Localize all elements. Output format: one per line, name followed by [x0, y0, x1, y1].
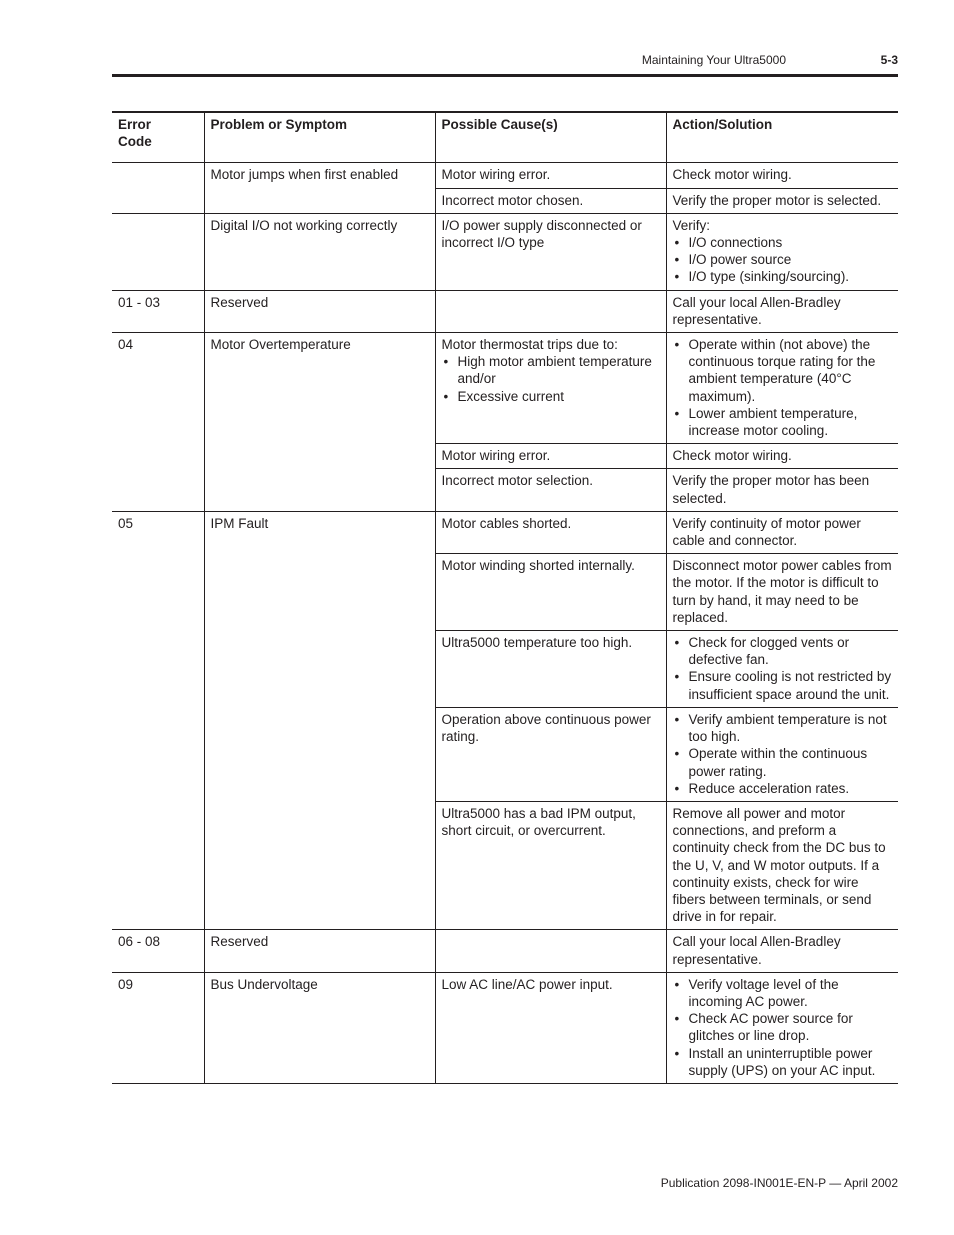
publication-footer: Publication 2098-IN001E-EN-P — April 2002 [660, 1176, 898, 1190]
action-cell: Check motor wiring. [666, 163, 898, 188]
bullet-item: • Check AC power source for glitches or line drop. [673, 1010, 893, 1044]
action-cell [666, 631, 898, 708]
bullet-item: • Verify voltage level of the incoming AC power. [673, 976, 893, 1010]
cause-cell: Operation above continuous power rating. [435, 707, 666, 801]
running-title: Maintaining Your Ultra5000 [641, 53, 786, 67]
action-cell: Verify the proper motor has been selected. [666, 469, 898, 511]
action-intro: Verify: [672, 217, 711, 233]
cause-cell: Incorrect motor selection. [435, 469, 666, 511]
bullet-item: • Verify ambient temperature is not too high. [673, 711, 893, 745]
error-code-cell: 04 [112, 333, 204, 512]
error-code-cell [112, 213, 204, 290]
bullet-item: • I/O type (sinking/sourcing). [673, 268, 893, 285]
bullet-item: • Ensure cooling is not restricted by insufficient space around the unit. [673, 668, 893, 702]
column-header-problem: Problem or Symptom [204, 112, 435, 163]
bullet-item: • Install an uninterruptible power supply (UPS) on your AC input. [673, 1045, 893, 1079]
action-bullet-list [673, 634, 893, 703]
bullet-item: • I/O connections [673, 234, 893, 251]
troubleshooting-table [112, 111, 898, 1084]
table-header-row [112, 112, 898, 163]
table-row [112, 333, 898, 444]
error-code-cell: 06 - 08 [112, 930, 204, 972]
cause-cell: Motor winding shorted internally. [435, 554, 666, 631]
column-header-error-code: Error Code [112, 112, 204, 163]
problem-cell: Digital I/O not working correctly [204, 213, 435, 290]
cause-bullet-list [442, 353, 660, 405]
bullet-item: • Excessive current [442, 388, 660, 405]
problem-cell: Reserved [204, 930, 435, 972]
bullet-item: • Operate within (not above) the continuous torque rating for the ambient temperature (40°C maximum). [673, 336, 893, 405]
cause-cell: Motor wiring error. [435, 163, 666, 188]
action-bullet-list [673, 234, 893, 286]
cause-intro: Motor thermostat trips due to: [441, 337, 618, 353]
cause-cell [435, 930, 666, 972]
page-header [112, 50, 898, 70]
cause-cell: I/O power supply disconnected or incorrect I/O type [435, 213, 666, 290]
cause-cell: Low AC line/AC power input. [435, 972, 666, 1083]
action-cell: Call your local Allen-Bradley representative. [666, 290, 898, 332]
action-cell: Remove all power and motor connections, and preform a continuity check from the DC bus to the U, V, and W motor outputs. If a continuity exists, check for wire fibers between terminals, or send drive in for repair. [666, 801, 898, 929]
problem-cell: Bus Undervoltage [204, 972, 435, 1083]
error-code-cell: 01 - 03 [112, 290, 204, 332]
action-cell [666, 972, 898, 1083]
bullet-item: • Operate within the continuous power rating. [673, 745, 893, 779]
problem-cell: Motor Overtemperature [204, 333, 435, 512]
cause-cell [435, 333, 666, 444]
column-header-cause: Possible Cause(s) [435, 112, 666, 163]
action-bullet-list [673, 976, 893, 1079]
table-row [112, 163, 898, 188]
bullet-item: • Reduce acceleration rates. [673, 780, 893, 797]
problem-cell: IPM Fault [204, 511, 435, 929]
error-code-cell [112, 163, 204, 213]
action-cell: Call your local Allen-Bradley representative. [666, 930, 898, 972]
cause-cell: Motor wiring error. [435, 444, 666, 469]
action-cell: Check motor wiring. [666, 444, 898, 469]
table-row [112, 213, 898, 290]
error-code-cell: 05 [112, 511, 204, 929]
bullet-item: • Check for clogged vents or defective fan. [673, 634, 893, 668]
action-cell: Disconnect motor power cables from the motor. If the motor is difficult to turn by hand, it may need to be replaced. [666, 554, 898, 631]
table-row [112, 511, 898, 553]
bullet-item: • I/O power source [673, 251, 893, 268]
action-cell: Verify continuity of motor power cable and connector. [666, 511, 898, 553]
action-cell: Verify the proper motor is selected. [666, 188, 898, 213]
bullet-item: • Lower ambient temperature, increase motor cooling. [673, 405, 893, 439]
cause-cell: Motor cables shorted. [435, 511, 666, 553]
error-code-cell: 09 [112, 972, 204, 1083]
cause-cell: Incorrect motor chosen. [435, 188, 666, 213]
action-bullet-list [673, 336, 893, 439]
action-cell [666, 213, 898, 290]
bullet-item: • High motor ambient temperature and/or [442, 353, 660, 387]
header-rule [112, 74, 898, 77]
problem-cell: Motor jumps when first enabled [204, 163, 435, 213]
column-header-action: Action/Solution [666, 112, 898, 163]
table-row [112, 972, 898, 1083]
action-bullet-list [673, 711, 893, 797]
cause-cell: Ultra5000 has a bad IPM output, short circuit, or overcurrent. [435, 801, 666, 929]
cause-cell [435, 290, 666, 332]
action-cell [666, 333, 898, 444]
page-number: 5-3 [880, 53, 898, 67]
problem-cell: Reserved [204, 290, 435, 332]
cause-cell: Ultra5000 temperature too high. [435, 631, 666, 708]
action-cell [666, 707, 898, 801]
table-row [112, 290, 898, 332]
table-row [112, 930, 898, 972]
